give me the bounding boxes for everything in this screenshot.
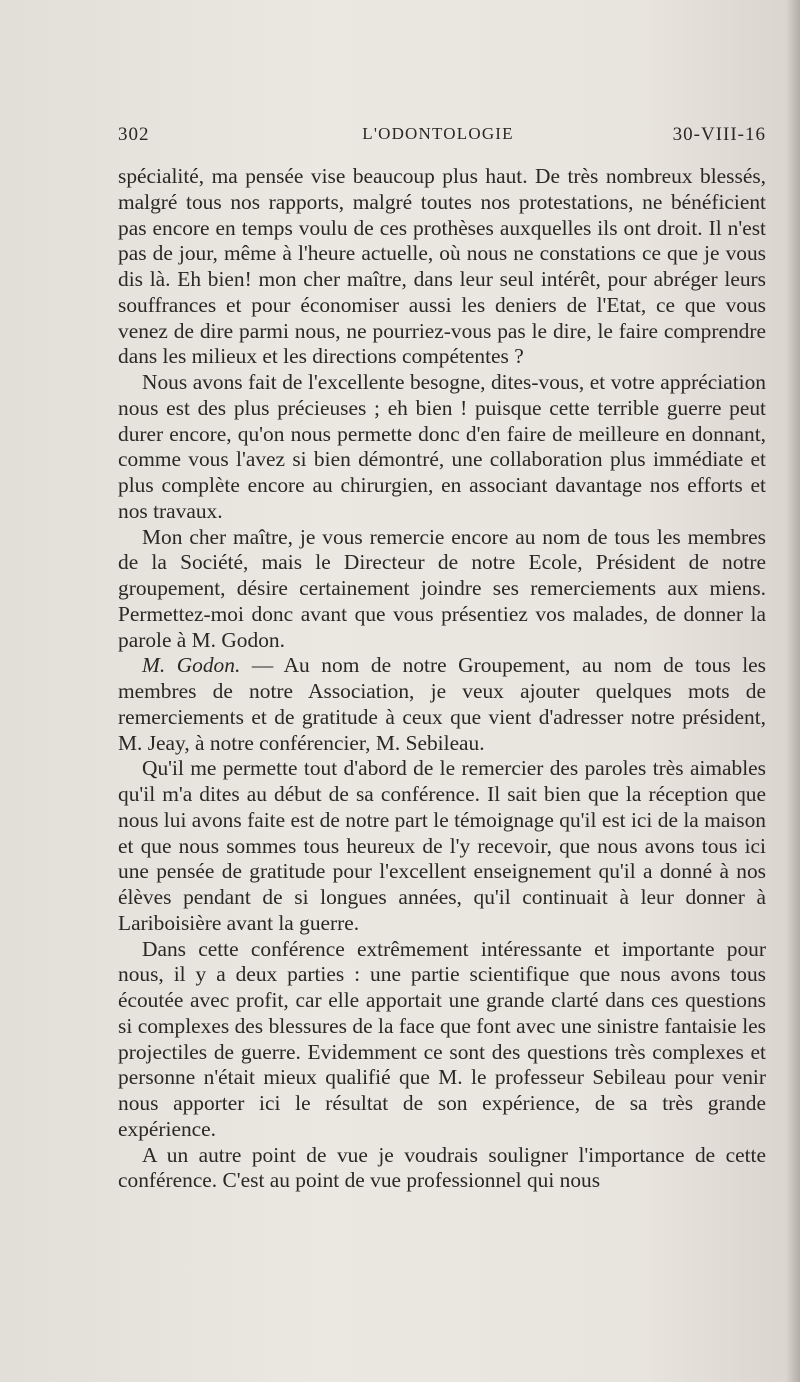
paragraph: Qu'il me permette tout d'abord de le remercier des paroles très aimables qu'il m'a dites au début de sa conférence. Il sait bien que la réception que nous lui avons faite est de notre part le témoignage qu'il est ici de la maison et que nous sommes tous heureux de l'y recevoir, que nous avons tous ici une pensée de gratitude pour l'excellent enseignement qu'il a donné à nos élèves pendant de si longues années, qu'il continuait à leur donner à Lariboisière avant la guerre. (118, 756, 766, 935)
paragraph: Nous avons fait de l'excellente besogne, dites-vous, et votre appréciation nous est des plus précieuses ; eh bien ! puisque cette terrible guerre peut durer encore, qu'on nous permette donc d'en faire de meilleure en donnant, comme vous l'avez si bien démontré, une collaboration plus immédiate et plus complète encore au chirurgien, en associant davantage nos efforts et nos travaux. (118, 370, 766, 523)
page-number: 302 (118, 124, 150, 145)
paragraph: Mon cher maître, je vous remercie encore au nom de tous les membres de la Société, mais le Directeur de notre Ecole, Président de notre groupement, désire certainement joindre ses remerciements aux miens. Permettez-moi donc avant que vous présentiez vos malades, de donner la parole à M. Godon. (118, 524, 766, 652)
paragraph: Dans cette conférence extrêmement intéressante et importante pour nous, il y a deux parties : une partie scientifique que nous avons tous écoutée avec profit, car elle apportait une grande clarté dans ces questions si complexes des blessures de la face que font avec une sinistre fantaisie les projectiles de guerre. Evidemment ce sont des questions très complexes et personne n'était mieux qualifié que M. le professeur Sebileau pour venir nous apporter ici le résultat de son expérience, de sa très grande expérience. (118, 936, 766, 1141)
issue-date: 30-VIII-16 (672, 124, 766, 145)
page-edge-shadow (786, 0, 800, 1382)
speaker-text: — Au nom de notre Groupement, au nom de tous les membres de notre Association, je veux ajouter quelques mots de remerciements et de gratitude à ceux que vient d'adresser notre président, M. Jeay, à notre conférencier, M. Sebileau. (118, 653, 766, 755)
paragraph: spécialité, ma pensée vise beaucoup plus haut. De très nombreux blessés, malgré tous nos rapports, malgré toutes nos protestations, ne bénéficient pas encore en temps voulu de ces prothèses auxquelles ils ont droit. Il n'est pas de jour, même à l'heure actuelle, où nous ne constations ce que je vous dis là. Eh bien! mon cher maître, dans leur seul intérêt, pour abréger leurs souffrances et pour économiser aussi les deniers de l'Etat, ce que vous venez de dire parmi nous, ne pourriez-vous pas le dire, le faire comprendre dans les milieux et les directions compétentes ? (118, 164, 766, 369)
speaker-name: M. Godon. (142, 653, 241, 678)
running-head (118, 124, 766, 154)
paragraph-speaker-godon (118, 653, 766, 756)
paragraph: A un autre point de vue je voudrais souligner l'importance de cette conférence. C'est au point de vue professionnel qui nous (118, 1142, 766, 1193)
body-text (118, 164, 766, 1194)
journal-title: L'ODONTOLOGIE (362, 124, 514, 143)
